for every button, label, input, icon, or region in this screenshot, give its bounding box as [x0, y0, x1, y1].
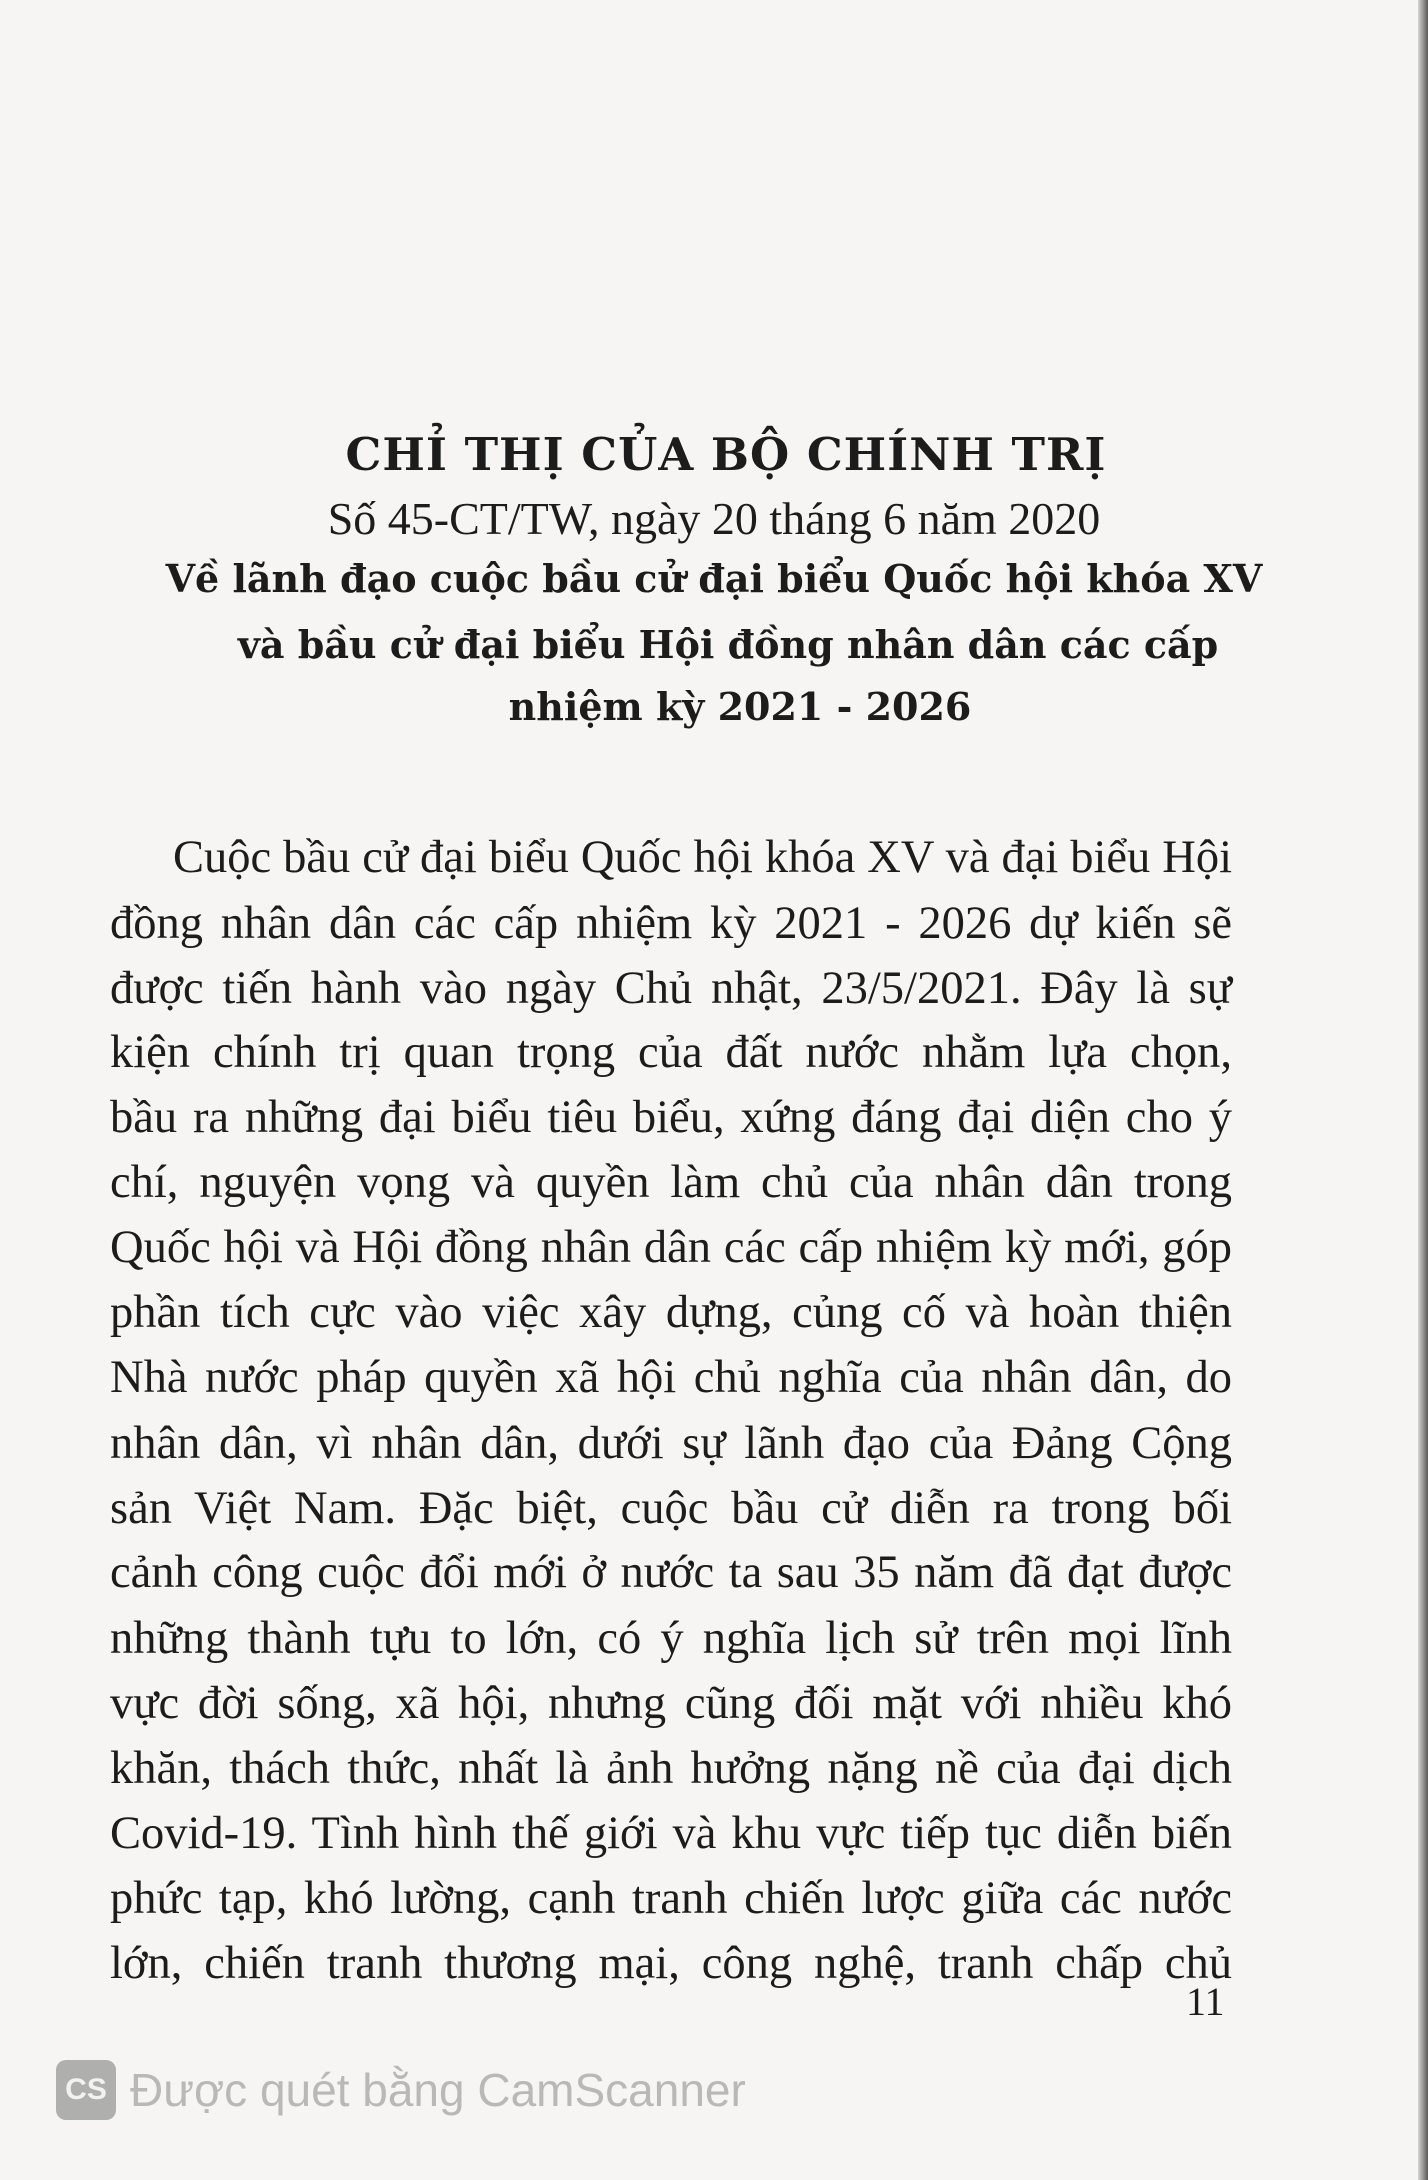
body-text-line: Covid-19. Tình hình thế giới và khu vực tiếp tục diễn biến: [110, 1808, 1232, 1859]
document-subject-line: và bầu cử đại biểu Hội đồng nhân dân các cấp: [237, 622, 1219, 667]
camscanner-logo-icon: CS: [56, 2060, 116, 2120]
document-title: CHỈ THỊ CỦA BỘ CHÍNH TRỊ: [345, 428, 1107, 481]
page-number: 11: [1186, 1979, 1225, 2024]
body-text-line: đồng nhân dân các cấp nhiệm kỳ 2021 - 2026 dự kiến sẽ: [110, 898, 1232, 949]
body-text-line: phức tạp, khó lường, cạnh tranh chiến lược giữa các nước: [110, 1873, 1232, 1924]
watermark-text: Được quét bằng CamScanner: [130, 2064, 746, 2116]
document-subject-line: nhiệm kỳ 2021 - 2026: [508, 684, 972, 729]
body-text-line: lớn, chiến tranh thương mại, công nghệ, tranh chấp chủ: [110, 1938, 1232, 1989]
body-text-line: vực đời sống, xã hội, nhưng cũng đối mặt với nhiều khó: [110, 1678, 1232, 1729]
page-edge-shadow: [1418, 0, 1428, 2180]
document-subject-line: Về lãnh đạo cuộc bầu cử đại biểu Quốc hội khóa XV: [165, 556, 1263, 601]
body-text-line: được tiến hành vào ngày Chủ nhật, 23/5/2021. Đây là sự: [110, 963, 1232, 1014]
document-number-date: Số 45-CT/TW, ngày 20 tháng 6 năm 2020: [327, 493, 1101, 544]
body-text-line: kiện chính trị quan trọng của đất nước nhằm lựa chọn,: [110, 1027, 1232, 1078]
body-text-line: nhân dân, vì nhân dân, dưới sự lãnh đạo của Đảng Cộng: [110, 1418, 1232, 1469]
body-text-line: Nhà nước pháp quyền xã hội chủ nghĩa của nhân dân, do: [110, 1352, 1232, 1403]
body-text-line: bầu ra những đại biểu tiêu biểu, xứng đáng đại diện cho ý: [110, 1092, 1232, 1143]
camscanner-watermark: [56, 2058, 746, 2122]
body-text-line: Quốc hội và Hội đồng nhân dân các cấp nhiệm kỳ mới, góp: [110, 1222, 1232, 1273]
body-text-line: những thành tựu to lớn, có ý nghĩa lịch sử trên mọi lĩnh: [110, 1613, 1232, 1664]
body-text-line: khăn, thách thức, nhất là ảnh hưởng nặng nề của đại dịch: [110, 1743, 1232, 1794]
body-text-line: cảnh công cuộc đổi mới ở nước ta sau 35 năm đã đạt được: [110, 1547, 1232, 1598]
body-text-line: phần tích cực vào việc xây dựng, củng cố và hoàn thiện: [110, 1287, 1232, 1338]
body-text-line: sản Việt Nam. Đặc biệt, cuộc bầu cử diễn ra trong bối: [110, 1483, 1232, 1534]
body-text-line: chí, nguyện vọng và quyền làm chủ của nhân dân trong: [110, 1157, 1232, 1208]
body-text-line: Cuộc bầu cử đại biểu Quốc hội khóa XV và đại biểu Hội: [173, 832, 1232, 883]
